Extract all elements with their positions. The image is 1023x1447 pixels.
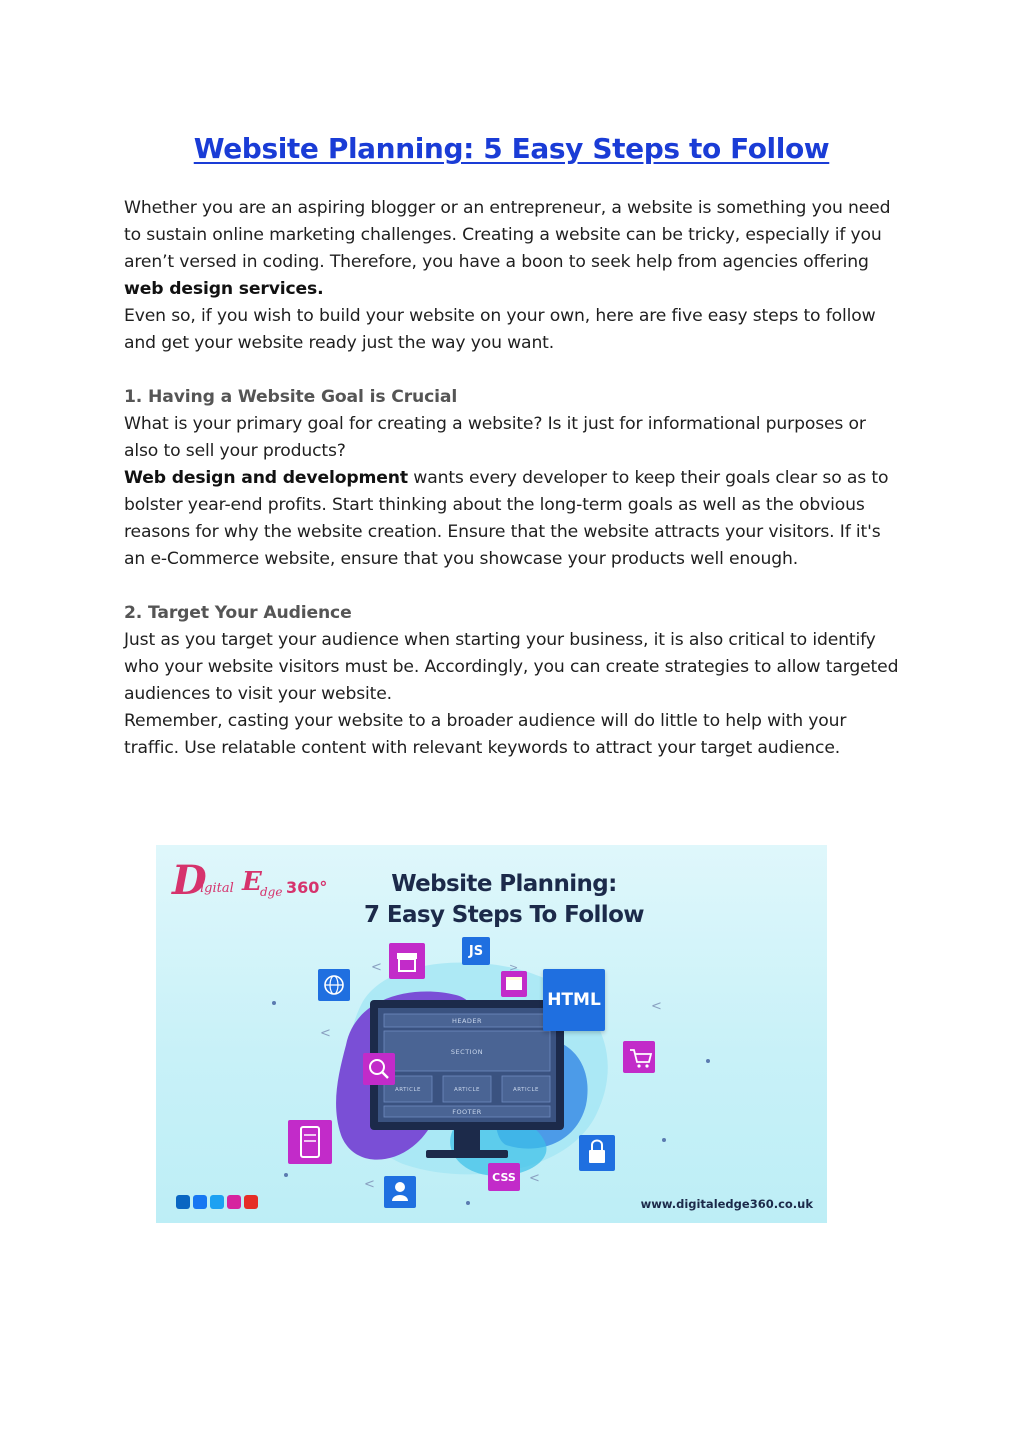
twitter-icon: [210, 1195, 224, 1209]
logo-dge: dge: [260, 885, 283, 899]
intro-paragraph: [124, 195, 904, 303]
web-design-services-link: web design services.: [124, 279, 324, 299]
svg-text:<: <: [651, 999, 662, 1014]
website-url: www.digitaledge360.co.uk: [640, 1197, 813, 1211]
svg-text:<: <: [529, 1171, 540, 1186]
social-icons: [176, 1195, 258, 1209]
title-link[interactable]: Website Planning: 5 Easy Steps to Follow: [193, 132, 830, 165]
logo-letter-d: D: [172, 857, 207, 904]
logo-igital: igital: [200, 881, 234, 896]
svg-text:<: <: [364, 1177, 375, 1192]
linkedin-icon: [176, 1195, 190, 1209]
article-body: [124, 195, 904, 762]
step1-paragraph: What is your primary goal for creating a website? Is it just for informational purposes or also to sell your products?: [124, 414, 866, 461]
css-badge: CSS: [488, 1163, 520, 1191]
page-title: [0, 128, 1023, 166]
intro-paragraph-2: Even so, if you wish to build your website on your own, here are five easy steps to follow and get your website ready just the way you want.: [124, 306, 876, 353]
banner-title-line1: Website Planning:: [391, 871, 617, 897]
screen-article-label: ARTICLE: [453, 1087, 481, 1093]
js-badge: JS: [462, 937, 490, 965]
youtube-icon: [244, 1195, 258, 1209]
screen-article-label: ARTICLE: [394, 1087, 422, 1093]
step1-heading: 1. Having a Website Goal is Crucial: [124, 387, 458, 407]
svg-text:<: <: [371, 960, 382, 975]
screen-section-label: SECTION: [450, 1048, 484, 1056]
screen-article-label: ARTICLE: [512, 1087, 540, 1093]
step2-paragraph: Just as you target your audience when starting your business, it is also critical to identify who your website visitors must be. Accordingly, you can create strategies to allow targeted audiences to visit your website.: [124, 630, 899, 704]
html-badge: HTML: [543, 969, 605, 1031]
step1-paragraph-2: [124, 465, 904, 573]
logo-letter-e: E: [242, 867, 262, 897]
logo-360: 360°: [286, 878, 328, 897]
instagram-icon: [227, 1195, 241, 1209]
step1-text: wants every developer to keep their goals clear so as to bolster year-end profits. Start thinking about the long-term goals as well as the obvious reasons for why the website creation. Ensure that the website attracts your visitors. If it's an e-Commerce website, ensure that you showcase your products well enough.: [124, 468, 889, 569]
digitaledge360-logo: [172, 857, 332, 913]
svg-text:>: >: [509, 961, 519, 974]
store-icon: [389, 943, 425, 979]
banner-title: [334, 869, 674, 931]
facebook-icon: [193, 1195, 207, 1209]
intro-text: Whether you are an aspiring blogger or an entrepreneur, a website is something you need to sustain online marketing challenges. Creating a website can be tricky, especially if you aren’t versed in coding. Therefore, you have a boon to seek help from agencies offering: [124, 198, 891, 272]
step2-heading: 2. Target Your Audience: [124, 603, 352, 623]
search-icon: [363, 1053, 395, 1085]
screen-header-label: HEADER: [451, 1017, 483, 1025]
banner-title-line2: 7 Easy Steps To Follow: [364, 902, 644, 928]
svg-text:<: <: [320, 1026, 331, 1041]
screen-footer-label: FOOTER: [452, 1108, 482, 1116]
web-design-development-text: Web design and development: [124, 468, 408, 488]
banner-image: [156, 845, 827, 1223]
step2-paragraph-2: Remember, casting your website to a broader audience will do little to help with your traffic. Use relatable content with relevant keywords to attract your target audience.: [124, 711, 847, 758]
